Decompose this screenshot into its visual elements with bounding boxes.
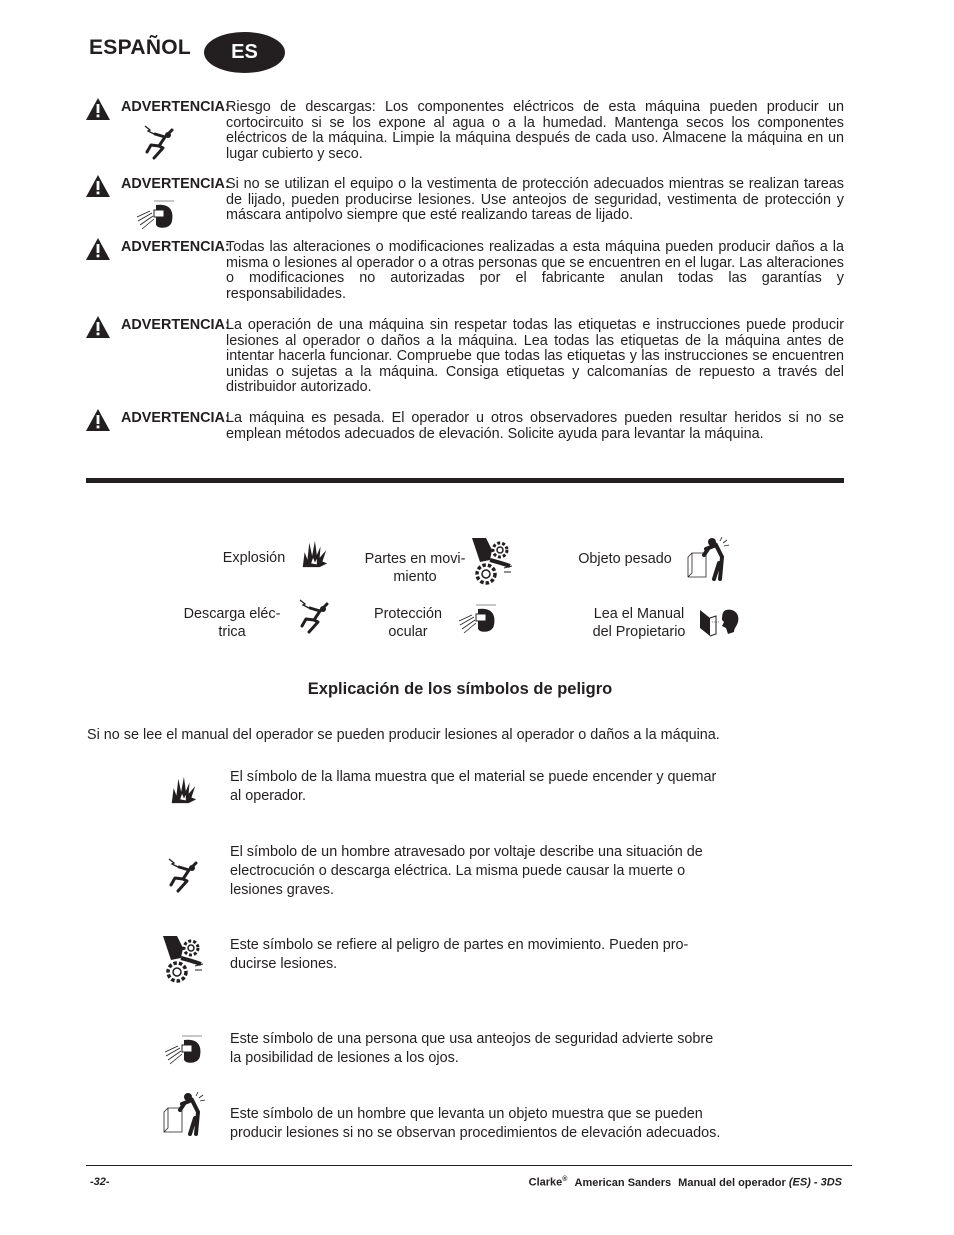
eye-protection-icon xyxy=(164,1034,204,1066)
warning-text: Si no se utilizan el equipo o la vestimenta de protección adecuados mientras se realizan tareas de lijado, pueden producirse lesiones. Use anteojos de seguridad, vestimenta de protección y máscara antipolvo siempre que esté realizando tareas de lijado. xyxy=(226,176,844,224)
language-title: ESPAÑOL xyxy=(89,36,192,59)
electric-shock-icon xyxy=(296,598,332,634)
explanation-item: El símbolo de un hombre atravesado por voltaje describe una situación de electrocución o descarga eléctrica. La misma puede causar la muerte o lesiones graves. xyxy=(230,844,703,898)
warning-text: La máquina es pesada. El operador u otros observadores pueden resultar heridos si no se emplean métodos adecuados de elevación. Solicite ayuda para levantar la máquina. xyxy=(226,410,844,442)
warning-triangle-icon xyxy=(86,175,110,197)
electric-shock-icon xyxy=(165,857,201,893)
read-manual-icon xyxy=(698,606,740,638)
heavy-object-icon xyxy=(686,537,730,581)
heavy-object-icon xyxy=(162,1092,206,1136)
warning-label: ADVERTENCIA: xyxy=(121,239,230,255)
explanation-item: Este símbolo de un hombre que levanta un objeto muestra que se pueden producir lesiones si no se observan procedimientos de elevación adecuados. xyxy=(230,1106,721,1141)
legend-electric-shock-label: Descarga eléc- trica xyxy=(183,606,281,640)
eye-protection-icon xyxy=(458,603,498,635)
legend-read-manual-label: Lea el Manual del Propietario xyxy=(592,606,686,640)
footer-title xyxy=(529,1176,842,1189)
warning-label: ADVERTENCIA: xyxy=(121,410,230,426)
moving-parts-icon xyxy=(470,536,514,586)
footer-reg-mark: ® xyxy=(562,1176,568,1183)
moving-parts-icon xyxy=(160,934,206,984)
warning-block xyxy=(86,240,844,302)
intro-text: Si no se lee el manual del operador se pueden producir lesiones al operador o daños a la máquina. xyxy=(87,727,720,743)
section-title: Explicación de los símbolos de peligro xyxy=(307,680,613,698)
warning-text: La operación de una máquina sin respetar todas las etiquetas e instrucciones puede producir lesiones al operador o daños a la máquina. Lea todas las etiquetas de la máquina antes de intentar hacerla funcionar. Compruebe que todas las etiquetas y las instrucciones se encuentren unidas o sujetas a la máquina. Consiga etiquetas y calcomanías de repuesto a través del distribuidor autorizado. xyxy=(226,317,844,396)
warning-triangle-icon xyxy=(86,98,110,120)
warning-label: ADVERTENCIA: xyxy=(121,99,230,115)
warning-block xyxy=(86,177,844,224)
page-number: -32- xyxy=(90,1176,110,1188)
warning-label: ADVERTENCIA: xyxy=(121,317,230,333)
warning-block xyxy=(86,411,844,442)
legend-eye-protection-label: Protección ocular xyxy=(374,606,442,640)
language-badge: ES xyxy=(204,32,285,73)
warning-triangle-icon xyxy=(86,409,110,431)
footer-manual: Manual del operador xyxy=(678,1176,786,1189)
footer-divider xyxy=(86,1165,852,1166)
warning-label: ADVERTENCIA: xyxy=(121,176,230,192)
explanation-item: Este símbolo de una persona que usa anteojos de seguridad advierte sobre la posibilidad de lesiones a los ojos. xyxy=(230,1031,714,1066)
warning-block xyxy=(86,318,844,396)
explosion-icon xyxy=(299,539,329,569)
warning-text: Riesgo de descargas: Los componentes eléctricos de esta máquina pueden producir un cortocircuito si se los expone al agua o a la humedad. Mantenga secos los componentes eléctricos de la máquina. Limpie la máquina después de cada uso. Almacene la máquina en un lugar cubierto y seco. xyxy=(226,99,844,162)
section-divider xyxy=(86,478,844,483)
legend-heavy-object-label: Objeto pesado xyxy=(578,551,672,567)
warning-triangle-icon xyxy=(86,316,110,338)
legend-explosion-label: Explosión xyxy=(222,550,286,566)
footer-lang: (ES) - 3DS xyxy=(788,1176,842,1189)
footer-brand: Clarke xyxy=(528,1176,563,1189)
eye-protection-icon xyxy=(136,199,176,231)
warning-block xyxy=(86,100,844,162)
explanation-item: El símbolo de la llama muestra que el material se puede encender y quemar al operador. xyxy=(230,769,717,804)
explanation-item: Este símbolo se refiere al peligro de partes en movimiento. Pueden pro- ducirse lesiones. xyxy=(230,937,689,972)
warning-triangle-icon xyxy=(86,238,110,260)
explosion-icon xyxy=(168,775,198,805)
footer-company: American Sanders xyxy=(574,1176,672,1189)
warning-text: Todas las alteraciones o modificaciones realizadas a esta máquina pueden producir daños a la misma o lesiones al operador o a otras personas que se encuentren en el lugar. Las alteraciones o modificaciones no autorizadas por el fabricante anulan todas las garantías y responsabilidades. xyxy=(226,239,844,302)
electric-shock-icon xyxy=(141,124,177,160)
legend-moving-parts-label: Partes en movi- miento xyxy=(364,551,466,585)
